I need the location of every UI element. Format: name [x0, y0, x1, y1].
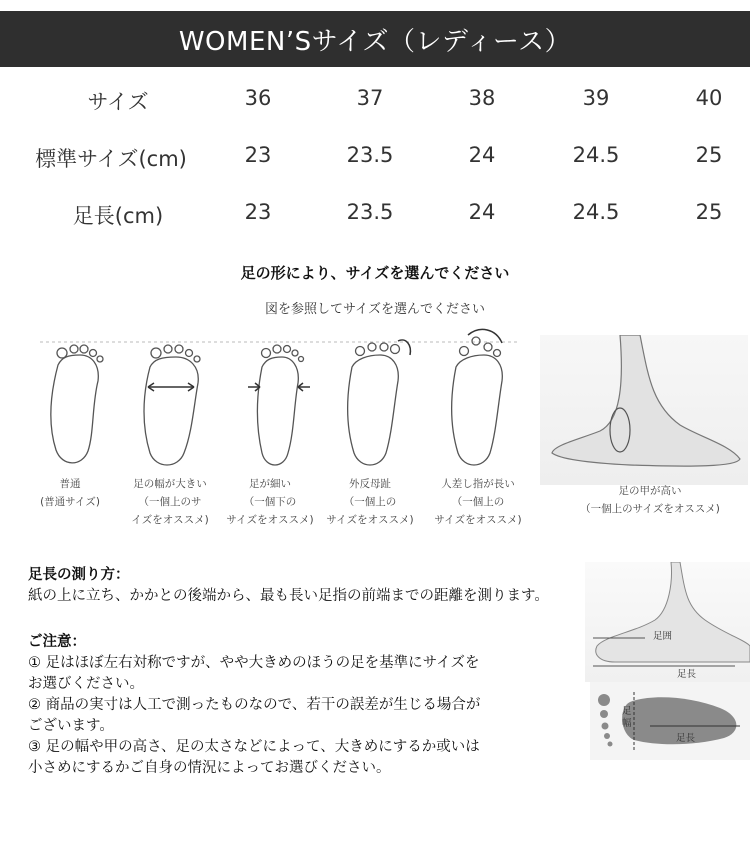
note-line: ございます。: [28, 718, 114, 734]
foot-type-caption: 人差し指が長い （一個上の サイズをオススメ): [434, 478, 522, 526]
foot-outline-icons: [0, 325, 540, 475]
instep-caption: 足の甲が高い （一個上のサイズをオススメ): [580, 485, 720, 515]
size-row-foot-length: [0, 200, 750, 240]
narrow-foot-icon: [248, 345, 310, 465]
size-cell: 36: [244, 86, 272, 110]
sole-measure-photo: [590, 682, 750, 760]
size-cell: 39: [582, 86, 610, 110]
size-cell: 25: [695, 143, 723, 167]
high-instep-photo: [540, 335, 748, 485]
size-cell: 23: [244, 143, 272, 167]
long-toe-foot-icon: [452, 329, 503, 465]
size-cell: 23: [244, 200, 272, 224]
measure-text: 紙の上に立ち、かかとの後端から、最も長い足指の前端までの距離を測ります。: [28, 588, 549, 604]
measure-title: 足長の測り方：: [28, 567, 130, 583]
foot-type-caption: 普通 (普通サイズ): [40, 478, 100, 508]
notes-title: ご注意：: [28, 634, 86, 650]
side-foot-icon: [540, 335, 748, 485]
size-cell: 24.5: [572, 200, 620, 224]
note-line: ① 足はほぼ左右対称ですが、やや大きめのほうの足を基準にサイズを: [28, 655, 480, 671]
normal-foot-icon: [51, 345, 103, 463]
footprint-icon: [590, 682, 750, 760]
size-cell: 24: [468, 143, 496, 167]
girth-label: 足囲: [653, 631, 673, 642]
size-cell: 40: [695, 86, 723, 110]
length-label-2: 足長: [676, 733, 696, 744]
size-cell: 25: [695, 200, 723, 224]
length-label: 足長: [677, 669, 697, 680]
note-line: ③ 足の幅や甲の高さ、足の太さなどによって、大きめにするか或いは: [28, 739, 480, 755]
size-cell: 24: [468, 200, 496, 224]
note-line: 小さめにするかご自身の情況によってお選びください。: [28, 760, 391, 776]
size-chart-title: WOMEN’Sサイズ（レディース）: [178, 26, 572, 57]
row-label: 標準サイズ(cm): [35, 147, 187, 171]
size-row-size: [0, 86, 750, 126]
foot-measure-icon: [585, 562, 750, 682]
foot-type-caption: 外反母趾 （一個上の サイズをオススメ): [326, 478, 414, 526]
size-chart-header: [0, 11, 750, 67]
foot-type-caption: 足が細い （一個下の サイズをオススメ): [226, 478, 314, 526]
width-label: 足幅: [622, 706, 632, 729]
bunion-foot-icon: [348, 340, 411, 465]
size-cell: 38: [468, 86, 496, 110]
size-cell: 37: [356, 86, 384, 110]
foot-guide-subheading: 図を参照してサイズを選んでください: [265, 302, 485, 317]
foot-measure-photo: [585, 562, 750, 682]
note-line: お選びください。: [28, 676, 144, 692]
wide-foot-icon: [144, 345, 200, 465]
measure-section: [28, 565, 588, 607]
note-line: ② 商品の実寸は人工で測ったものなので、若干の誤差が生じる場合が: [28, 697, 481, 713]
size-row-standard: [0, 143, 750, 183]
size-cell: 23.5: [346, 200, 394, 224]
row-label: 足長(cm): [72, 204, 164, 228]
size-cell: 24.5: [572, 143, 620, 167]
row-label: サイズ: [87, 90, 149, 114]
foot-type-caption: 足の幅が大きい （一個上のサ イズをオススメ): [131, 478, 209, 526]
size-cell: 23.5: [346, 143, 394, 167]
notes-section: [28, 632, 588, 779]
foot-guide-heading: 足の形により、サイズを選んでください: [240, 264, 510, 282]
